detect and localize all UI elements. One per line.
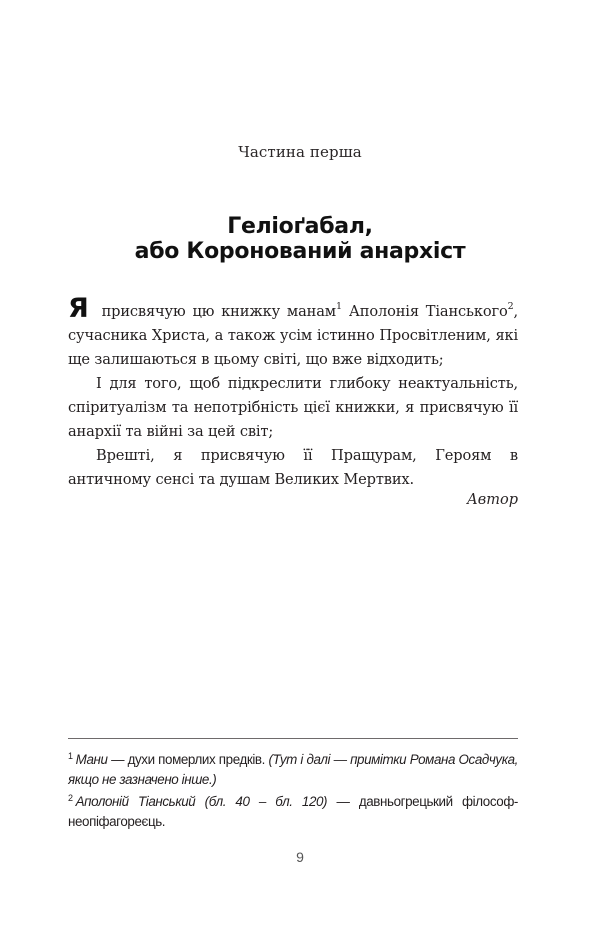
footnote-number: 1 <box>68 751 73 761</box>
dedication-text <box>68 293 518 492</box>
footnote-1 <box>68 750 518 790</box>
part-label: Частина перша <box>238 143 362 161</box>
dedication-paragraph-1 <box>68 293 518 372</box>
chapter-title-line-2: або Коронований анархіст <box>134 239 466 264</box>
chapter-title <box>0 214 600 264</box>
footnote-text: давньогрецький філософ-неопіфагореєць. <box>68 794 518 829</box>
paragraph-segment: Аполонія Тіанського <box>341 303 508 320</box>
dedication-paragraph-3: Врешті, я присвячую її Пращурам, Героям в античному сенсі та душам Великих Мертвих. <box>68 447 518 488</box>
footnote-text: духи померлих предків. <box>127 752 269 767</box>
footnote-term: Мани <box>75 752 108 767</box>
footnote-2 <box>68 792 518 832</box>
footnote-note: (Тут і далі — примітки Романа Осадчука, якщо не зазначено інше.) <box>68 752 518 787</box>
footnote-reference-2[interactable]: 2 <box>507 301 514 312</box>
page-number: 9 <box>296 849 304 865</box>
paragraph-segment: , сучасника Христа, а також усім істинно Просвітленим, які ще залишаються в цьому світі, що вже відходить; <box>68 303 518 368</box>
chapter-title-line-1: Геліоґабал, <box>227 214 373 239</box>
author-signature: Автор <box>466 492 518 508</box>
paragraph-segment: присвячую цю книжку манам <box>94 303 337 320</box>
footnote-reference-1[interactable]: 1 <box>336 301 342 312</box>
footnotes <box>68 750 518 834</box>
drop-cap: Я <box>68 293 89 324</box>
footnote-term: Аполоній Тіанський (бл. 40 – бл. 120) <box>75 794 328 809</box>
dedication-paragraph-2: І для того, щоб підкреслити глибоку неактуальність, спіритуалізм та непотрібність цієї книжки, я присвячую її анархії та війні за цей світ; <box>68 375 518 440</box>
footnote-dash: — <box>327 794 359 809</box>
footnote-separator <box>68 738 518 739</box>
footnote-dash: — <box>107 752 128 767</box>
footnote-number: 2 <box>68 793 73 803</box>
